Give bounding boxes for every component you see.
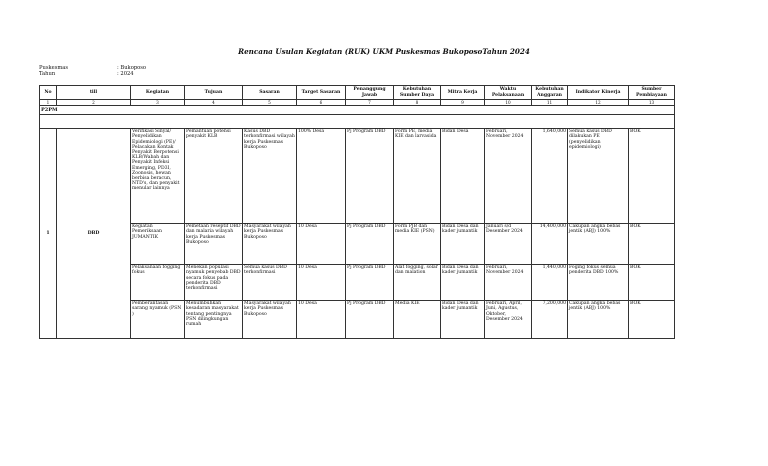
- cell-waktu: Februari, April, Juni, Agustus, Oktober, Desember 2024: [485, 301, 532, 339]
- column-number: 11: [532, 100, 568, 106]
- cell-sumber-daya: Alat fogging, solar dan malation: [394, 265, 441, 301]
- cell-mitra: Bidan Desa dan kader jumantik: [441, 265, 485, 301]
- section-row: [40, 106, 675, 115]
- cell-anggaran: 1,640,000: [532, 129, 568, 224]
- table-row: [40, 129, 675, 224]
- meta-label: Puskesmas: [39, 65, 69, 71]
- cell-kegiatan: Kegiatan Pemeriksaan JUMANTIK: [131, 224, 185, 265]
- column-number: 2: [57, 100, 131, 106]
- cell-pembiayaan: BOK: [629, 224, 675, 265]
- column-number: 9: [441, 100, 485, 106]
- cell-indikator: Semua kasus DBD dilakukan PE (penyelidikan epidemiologi): [568, 129, 629, 224]
- cell-pj: Pj Program DBD: [346, 301, 394, 339]
- header-cell: Tujuan: [185, 86, 243, 100]
- cell-kegiatan: Pemberantasan sarang nyamuk (PSN ): [131, 301, 185, 339]
- header-cell: Penanggung Jawab: [346, 86, 394, 100]
- meta-value: : 2024: [117, 71, 134, 77]
- program-name: DBD: [57, 129, 131, 339]
- cell-sasaran: Semua kasus DBD terkonfirmasi: [243, 265, 297, 301]
- header-cell: Waktu Pelaksanaan: [485, 86, 532, 100]
- meta-tahun: [39, 71, 134, 77]
- cell-pembiayaan: BOK: [629, 129, 675, 224]
- cell-target: 10 Desa: [297, 265, 346, 301]
- cell-indikator: Foging fokus semua penderita DBD 100%: [568, 265, 629, 301]
- cell-sumber-daya: Form PJB dan media KIE (PSN): [394, 224, 441, 265]
- cell-kegiatan: Pelaksanaan fogging fokus: [131, 265, 185, 301]
- header-cell: Kebutuhan Anggaran: [532, 86, 568, 100]
- cell-sasaran: Masyarakat wilayah kerja Puskesmas Bukoposo: [243, 224, 297, 265]
- meta-label: Tahun: [39, 71, 56, 77]
- cell-sasaran: Masyarakat wilayah kerja Puskesmas Bukoposo: [243, 301, 297, 339]
- column-number: 8: [394, 100, 441, 106]
- column-number: 13: [629, 100, 675, 106]
- cell-indikator: Cakupan angka bebas jentik (ABJ) 100%: [568, 301, 629, 339]
- cell-mitra: Bidan Desa dan kader jumantik: [441, 301, 485, 339]
- cell-kegiatan: Verifikasi Sinyal/ Penyelidikan Epidemiologi (PE)/ Pelacakan Kontak Penyakit Berpotensi KLB/Wabah dan Penyakit Infeksi Emerging, PD3I, Zoonosis, hewan berbisa beracun, NTD's, dan penyakit menular lainnya: [131, 129, 185, 224]
- table-row: [40, 301, 675, 339]
- cell-pj: Pj Program DBD: [346, 265, 394, 301]
- header-cell: Sumber Pembiayaan: [629, 86, 675, 100]
- cell-tujuan: Pemantuan potensi penyakit KLB: [185, 129, 243, 224]
- header-cell: Target Sasaran: [297, 86, 346, 100]
- blank-row: [40, 115, 675, 129]
- cell-target: 100% Desa: [297, 129, 346, 224]
- cell-anggaran: 14,400,000: [532, 224, 568, 265]
- cell-sumber-daya: Form PE, media KIE dan larvasida: [394, 129, 441, 224]
- cell-target: 10 Desa: [297, 301, 346, 339]
- cell-pj: Pj Program DBD: [346, 129, 394, 224]
- header-cell: Kebutuhan Sumber Daya: [394, 86, 441, 100]
- section-label: P2PM: [40, 106, 675, 115]
- row-number: 1: [40, 129, 57, 339]
- cell-anggaran: 7,200,000: [532, 301, 568, 339]
- cell-pj: Pj Program DBD: [346, 224, 394, 265]
- column-number: 3: [131, 100, 185, 106]
- header-cell: No: [40, 86, 57, 100]
- header-cell: till: [57, 86, 131, 100]
- column-number: 10: [485, 100, 532, 106]
- cell-waktu: Februari, November 2024: [485, 129, 532, 224]
- document-title: Rencana Usulan Kegiatan (RUK) UKM Puskesmas BukoposoTahun 2024: [238, 47, 530, 56]
- cell-pembiayaan: BOK: [629, 301, 675, 339]
- table-row: [40, 265, 675, 301]
- cell-mitra: Bidan Desa: [441, 129, 485, 224]
- cell-waktu: Februari, November 2024: [485, 265, 532, 301]
- column-number: 12: [568, 100, 629, 106]
- column-number: 5: [243, 100, 297, 106]
- header-row: [40, 86, 675, 100]
- cell-tujuan: Pemetaan reseptif DBD dan malaria wilayah kerja Puskesmas Bukoposo: [185, 224, 243, 265]
- cell-target: 10 Desa: [297, 224, 346, 265]
- cell-mitra: Bidan Desa dan kader jumantik: [441, 224, 485, 265]
- blank-cell: [40, 115, 675, 129]
- column-number: 1: [40, 100, 57, 106]
- cell-waktu: Januari s/d Desember 2024: [485, 224, 532, 265]
- cell-indikator: Cakupan angka bebas jentik (ABJ) 100%: [568, 224, 629, 265]
- column-number: 6: [297, 100, 346, 106]
- table-row: [40, 224, 675, 265]
- header-cell: Sasaran: [243, 86, 297, 100]
- cell-tujuan: Menumbuhkan kesadaran masyarakat tentang pentingnya PSN dilingkungan rumah: [185, 301, 243, 339]
- column-number: 7: [346, 100, 394, 106]
- cell-pembiayaan: BOK: [629, 265, 675, 301]
- header-cell: Indikator Kinerja: [568, 86, 629, 100]
- cell-sumber-daya: Media KIE: [394, 301, 441, 339]
- cell-tujuan: Menekan populasi nyamuk penyebab DBD secara fokus pada penderita DBD terkonfirmasi: [185, 265, 243, 301]
- header-cell: Mitra Kerja: [441, 86, 485, 100]
- cell-anggaran: 1,440,000: [532, 265, 568, 301]
- header-cell: Kegiatan: [131, 86, 185, 100]
- meta-value: : Bukoposo: [117, 65, 147, 71]
- column-number: 4: [185, 100, 243, 106]
- ruk-table: [39, 85, 675, 339]
- cell-sasaran: Kasus DBD terkonfirmasi wilayah kerja Puskesmas Bukoposo: [243, 129, 297, 224]
